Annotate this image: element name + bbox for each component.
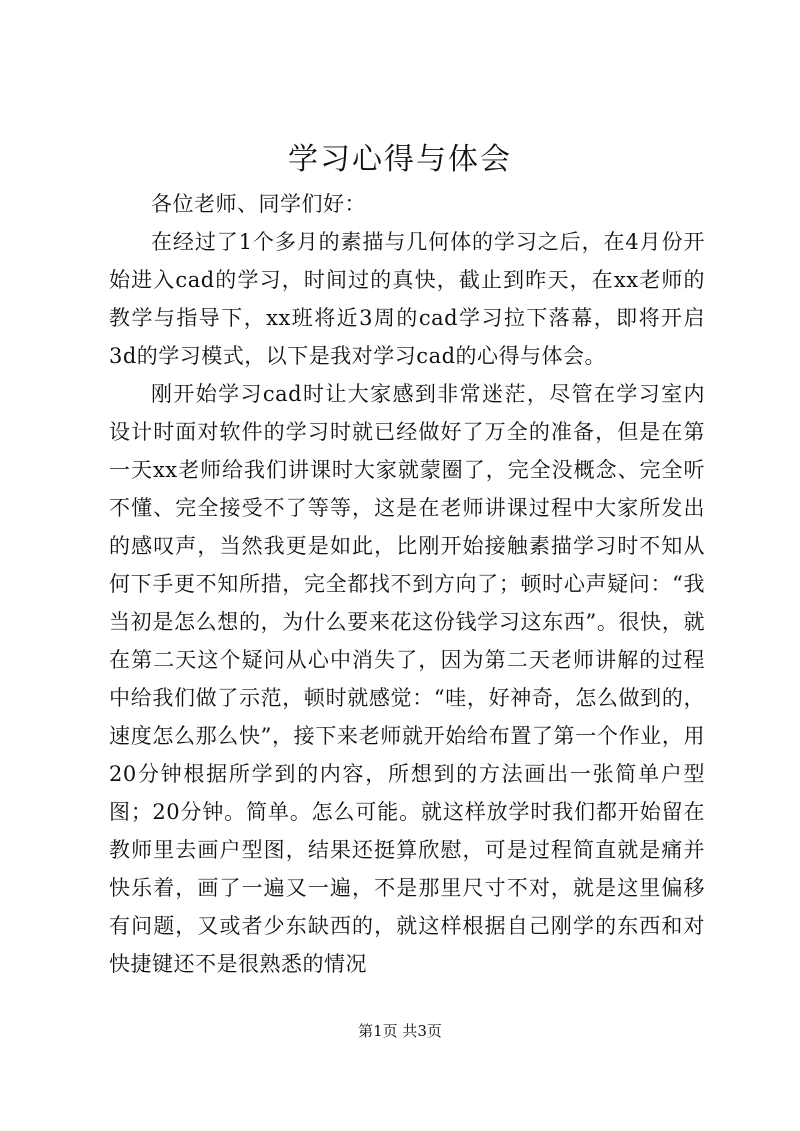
greeting-paragraph: 各位老师、同学们好： — [151, 192, 366, 216]
page-number-footer: 第1页 共3页 — [358, 1022, 442, 1040]
document-body — [109, 185, 705, 983]
body-paragraph-2: 刚开始学习cad时让大家感到非常迷茫，尽管在学习室内设计时面对软件的学习时就已经做好了万全的准备，但是在第一天xx老师给我们讲课时大家就蒙圈了，完全没概念、完全听不懂、完全接受不了等等，这是在老师讲课过程中大家所发出的感叹声，当然我更是如此，比刚开始接触素描学习时不知从何下手更不知所措，完全都找不到方向了；顿时心声疑问：“我当初是怎么想的，为什么要来花这份钱学习这东西”。很快，就在第二天这个疑问从心中消失了，因为第二天老师讲解的过程中给我们做了示范，顿时就感觉：“哇，好神奇，怎么做到的，速度怎么那么快”，接下来老师就开始给布置了第一个作业，用20分钟根据所学到的内容，所想到的方法画出一张简单户型图；20分钟。简单。怎么可能。就这样放学时我们都开始留在教师里去画户型图，结果还挺算欣慰，可是过程简直就是痛并快乐着，画了一遍又一遍，不是那里尺寸不对，就是这里偏移有问题，又或者少东缺西的，就这样根据自己刚学的东西和对快捷键还不是很熟悉的情况 — [109, 382, 705, 976]
body-paragraph-1: 在经过了1个多月的素描与几何体的学习之后，在4月份开始进入cad的学习，时间过的真快，截止到昨天，在xx老师的教学与指导下，xx班将近3周的cad学习拉下落幕，即将开启3d的学习模式，以下是我对学习cad的心得与体会。 — [109, 230, 705, 368]
document-title: 学习心得与体会 — [288, 142, 512, 177]
